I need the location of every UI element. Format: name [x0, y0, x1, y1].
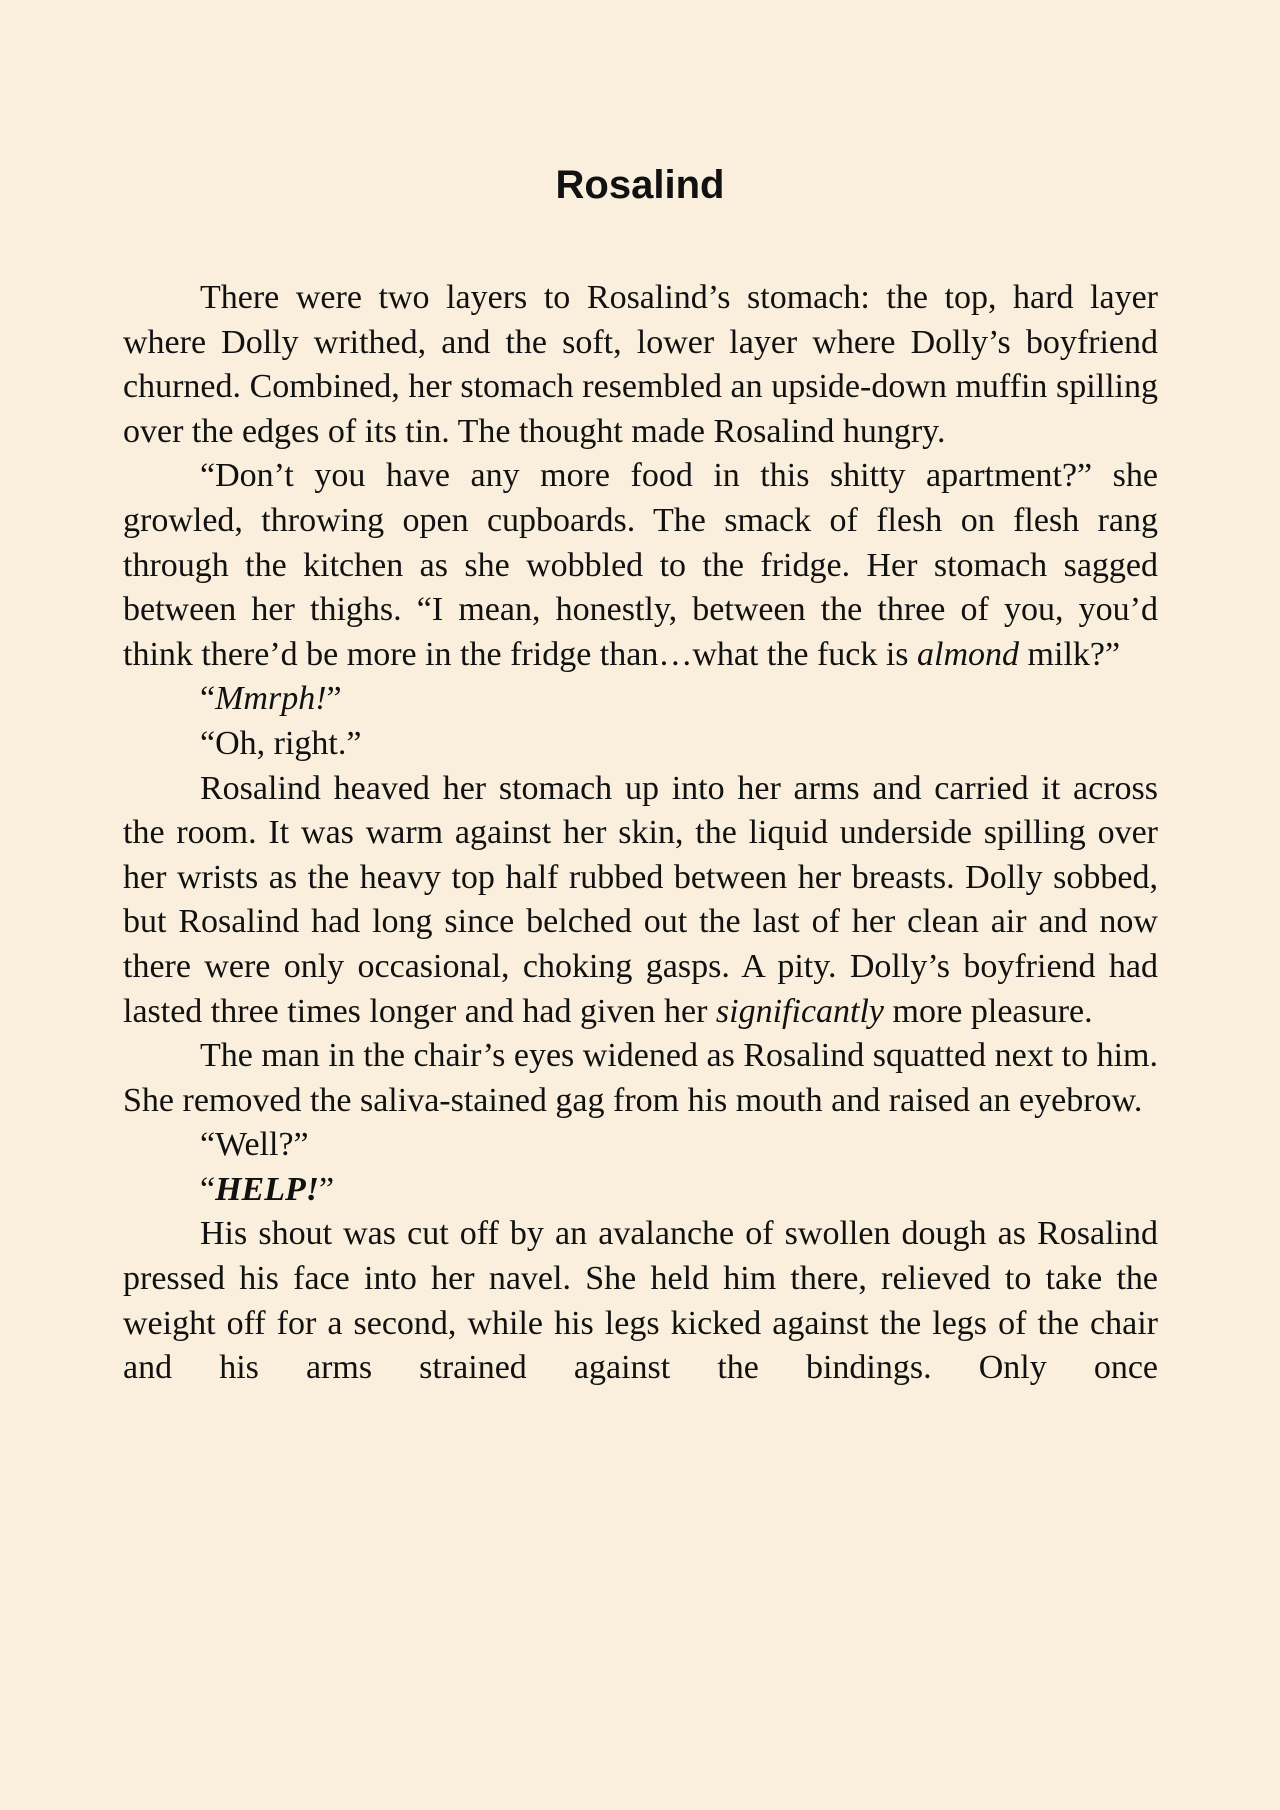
paragraph: [123, 1168, 1158, 1213]
text-run: “: [200, 1170, 216, 1208]
text-run: milk?”: [1019, 635, 1121, 673]
text-run: “: [200, 680, 216, 718]
paragraph: [123, 1034, 1158, 1123]
text-run: “Oh, right.”: [200, 724, 362, 762]
emphasized-text: almond: [917, 635, 1020, 673]
paragraph: [123, 767, 1158, 1035]
emphasized-text: significantly: [715, 992, 885, 1030]
paragraph: [123, 1123, 1158, 1168]
text-run: Rosalind heaved her stomach up into her arms and carried it across the room. It was warm against her skin, the liquid underside spilling over her wrists as the heavy top half rubbed between her breasts. Dolly sobbed, but Rosalind had long since belched out the last of her clean air and now there were only occasional, choking gasps. A pity. Dolly’s boyfriend had lasted three times longer and had given her: [123, 769, 1158, 1030]
text-run: ”: [326, 680, 342, 718]
chapter-title: Rosalind: [555, 163, 725, 207]
paragraph: [123, 722, 1158, 767]
paragraph: [123, 677, 1158, 722]
body-text: [123, 276, 1158, 1391]
text-run: His shout was cut off by an avalanche of swollen dough as Rosalind pressed his face into her navel. She held him there, relieved to take the weight off for a second, while his legs kicked against the legs of the chair and his arms strained against the bindings. Only once: [123, 1215, 1158, 1387]
paragraph: [123, 454, 1158, 677]
text-run: The man in the chair’s eyes widened as Rosalind squatted next to him. She removed the saliva-stained gag from his mouth and raised an eyebrow.: [123, 1037, 1158, 1119]
text-run: ”: [319, 1170, 335, 1208]
paragraph: [123, 1212, 1158, 1390]
emphasized-text: Mmrph!: [215, 680, 327, 718]
text-run: There were two layers to Rosalind’s stomach: the top, hard layer where Dolly writhed, and the soft, lower layer where Dolly’s boyfriend churned. Combined, her stomach resembled an upside-down muffin spilling over the edges of its tin. The thought made Rosalind hungry.: [123, 279, 1158, 450]
text-run: “Don’t you have any more food in this shitty apartment?” she growled, throwing open cupboards. The smack of flesh on flesh rang through the kitchen as she wobbled to the fridge. Her stomach sagged between her thighs. “I mean, honestly, between the three of you, you’d think there’d be more in the fridge than…what the fuck is: [123, 457, 1158, 673]
text-run: more pleasure.: [884, 992, 1093, 1030]
text-run: “Well?”: [200, 1126, 309, 1164]
paragraph: [123, 276, 1158, 454]
emphasized-text: HELP!: [215, 1170, 319, 1208]
